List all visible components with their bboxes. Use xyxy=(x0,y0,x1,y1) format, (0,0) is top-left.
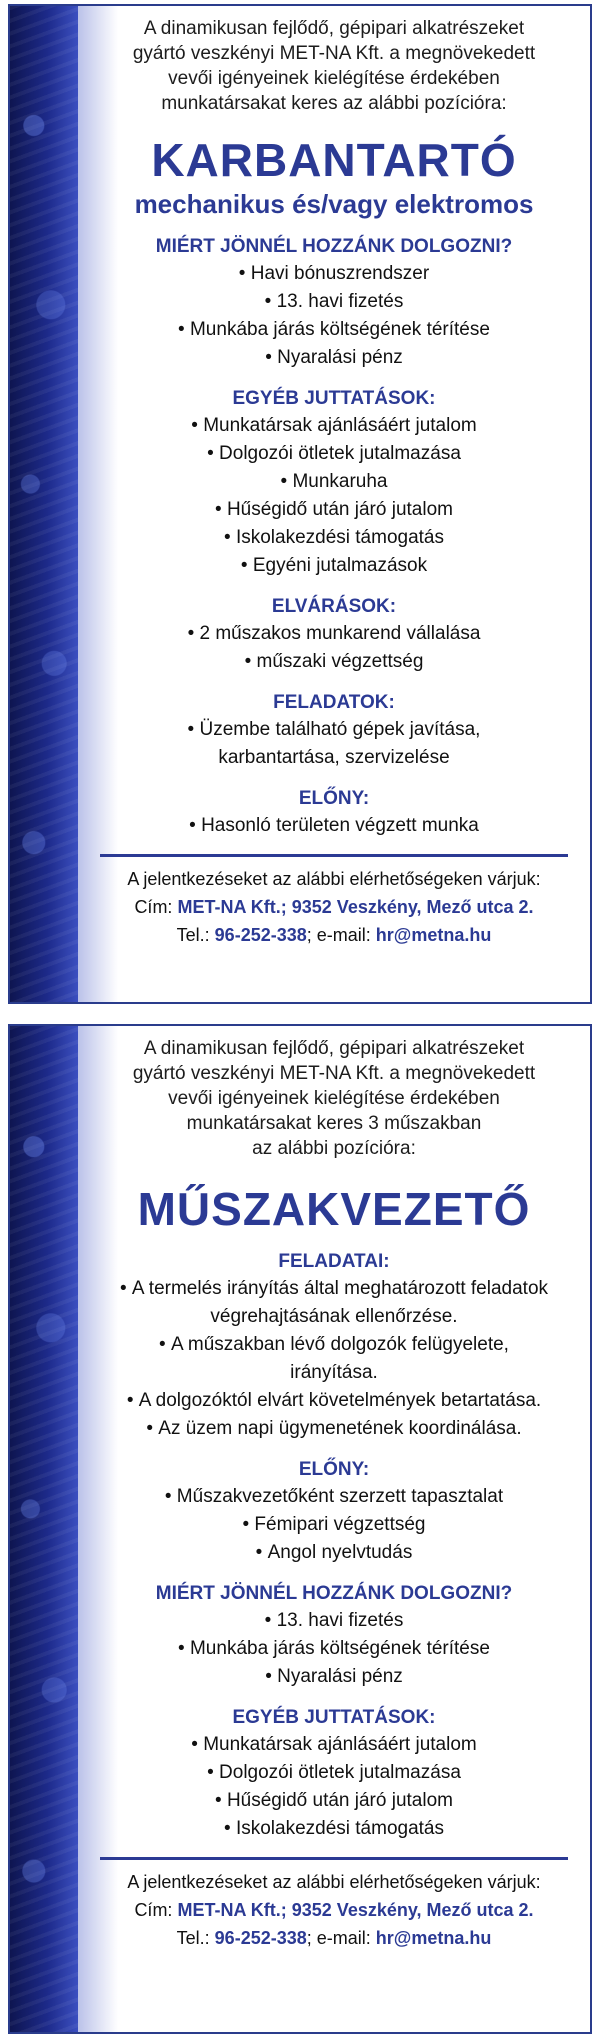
list-item: • műszaki végzettség xyxy=(78,648,590,676)
contact-address xyxy=(78,1896,590,1924)
section-heading-benefits: MIÉRT JÖNNÉL HOZZÁNK DOLGOZNI? xyxy=(155,236,513,257)
section-heading-tasks: FELADATAI: xyxy=(278,1251,390,1272)
intro-line: vevői igényeinek kielégítése érdekében xyxy=(168,1088,500,1109)
intro-text xyxy=(86,16,582,116)
intro-line: az alábbi pozícióra: xyxy=(252,1138,416,1159)
list-item: • Nyaralási pénz xyxy=(78,344,590,372)
list-item: • Egyéni jutalmazások xyxy=(78,552,590,580)
section-heading-advantage: ELŐNY: xyxy=(298,1459,370,1480)
address-value: MET-NA Kft.; 9352 Veszkény, Mező utca 2. xyxy=(177,1900,534,1920)
phone-label: Tel.: xyxy=(176,1928,210,1948)
list-item: • Iskolakezdési támogatás xyxy=(78,524,590,552)
decorative-pattern-band xyxy=(10,1026,78,2032)
job-subtitle: mechanikus és/vagy elektromos xyxy=(134,189,534,219)
address-label: Cím: xyxy=(134,1900,173,1920)
contact-phone-email xyxy=(78,1924,590,1952)
address-label: Cím: xyxy=(134,897,173,917)
intro-line: vevői igényeinek kielégítése érdekében xyxy=(168,68,500,89)
list-item: • Munkába járás költségének térítése xyxy=(78,316,590,344)
list-item: • A műszakban lévő dolgozók felügyelete, xyxy=(78,1331,590,1359)
list-item: • Hűségidő után járó jutalom xyxy=(78,496,590,524)
list-item-continuation: végrehajtásának ellenőrzése. xyxy=(210,1306,458,1327)
list-item: • Nyaralási pénz xyxy=(78,1663,590,1691)
section-heading-tasks: FELADATOK: xyxy=(273,692,395,713)
list-item: • Fémipari végzettség xyxy=(78,1511,590,1539)
contact-intro: A jelentkezéseket az alábbi elérhetőségeken várjuk: xyxy=(127,869,541,889)
list-item: • Üzembe található gépek javítása, xyxy=(78,716,590,744)
job-title: MŰSZAKVEZETŐ xyxy=(137,1183,531,1235)
list-item: • 2 műszakos munkarend vállalása xyxy=(78,620,590,648)
section-heading-advantage: ELŐNY: xyxy=(298,788,370,809)
intro-line: A dinamikusan fejlődő, gépipari alkatrészeket xyxy=(143,1038,525,1059)
list-item: • Iskolakezdési támogatás xyxy=(78,1815,590,1843)
email-label: ; e-mail: xyxy=(306,925,371,945)
list-item: • 13. havi fizetés xyxy=(78,1607,590,1635)
list-item-continuation: karbantartása, szervizelése xyxy=(218,747,450,768)
email-link[interactable]: hr@metna.hu xyxy=(375,1928,492,1948)
section-heading-other-benefits: EGYÉB JUTTATÁSOK: xyxy=(232,1707,436,1728)
list-item: • Dolgozói ötletek jutalmazása xyxy=(78,440,590,468)
contact-address xyxy=(78,893,590,921)
list-item: • Munkába járás költségének térítése xyxy=(78,1635,590,1663)
phone-value: 96-252-338 xyxy=(214,925,307,945)
email-label: ; e-mail: xyxy=(306,1928,371,1948)
job-ad-muszakvezeto xyxy=(8,1024,592,2034)
list-item-continuation: irányítása. xyxy=(290,1362,378,1383)
list-item: • Munkaruha xyxy=(78,468,590,496)
phone-value: 96-252-338 xyxy=(214,1928,307,1948)
job-title: KARBANTARTÓ xyxy=(151,134,517,186)
intro-line: gyártó veszkényi MET-NA Kft. a megnövekedett xyxy=(132,1063,536,1084)
divider xyxy=(100,1857,568,1860)
list-item: • Hasonló területen végzett munka xyxy=(78,812,590,840)
intro-line: munkatársakat keres az alábbi pozícióra: xyxy=(161,93,507,114)
email-link[interactable]: hr@metna.hu xyxy=(375,925,492,945)
list-item: • Az üzem napi ügymenetének koordinálása. xyxy=(78,1415,590,1443)
list-item: • Műszakvezetőként szerzett tapasztalat xyxy=(78,1483,590,1511)
phone-label: Tel.: xyxy=(176,925,210,945)
list-item: • Munkatársak ajánlásáért jutalom xyxy=(78,1731,590,1759)
list-item: • Munkatársak ajánlásáért jutalom xyxy=(78,412,590,440)
contact-intro: A jelentkezéseket az alábbi elérhetőségeken várjuk: xyxy=(127,1872,541,1892)
ad-content xyxy=(78,1026,590,2032)
ad-content xyxy=(78,6,590,1002)
section-heading-other-benefits: EGYÉB JUTTATÁSOK: xyxy=(232,388,436,409)
job-ad-karbantarto xyxy=(8,4,592,1004)
intro-text xyxy=(86,1036,582,1161)
list-item: • A dolgozóktól elvárt követelmények betartatása. xyxy=(78,1387,590,1415)
list-item: • Dolgozói ötletek jutalmazása xyxy=(78,1759,590,1787)
intro-line: gyártó veszkényi MET-NA Kft. a megnövekedett xyxy=(132,43,536,64)
decorative-pattern-band xyxy=(10,6,78,1002)
intro-line: munkatársakat keres 3 műszakban xyxy=(186,1113,482,1134)
contact-phone-email xyxy=(78,921,590,949)
list-item: • Havi bónuszrendszer xyxy=(78,260,590,288)
list-item: • Angol nyelvtudás xyxy=(78,1539,590,1567)
list-item: • Hűségidő után járó jutalom xyxy=(78,1787,590,1815)
divider xyxy=(100,854,568,857)
list-item: • 13. havi fizetés xyxy=(78,288,590,316)
section-heading-benefits: MIÉRT JÖNNÉL HOZZÁNK DOLGOZNI? xyxy=(155,1583,513,1604)
intro-line: A dinamikusan fejlődő, gépipari alkatrészeket xyxy=(143,18,525,39)
address-value: MET-NA Kft.; 9352 Veszkény, Mező utca 2. xyxy=(177,897,534,917)
list-item: • A termelés irányítás által meghatározott feladatok xyxy=(78,1275,590,1303)
section-heading-requirements: ELVÁRÁSOK: xyxy=(271,596,397,617)
